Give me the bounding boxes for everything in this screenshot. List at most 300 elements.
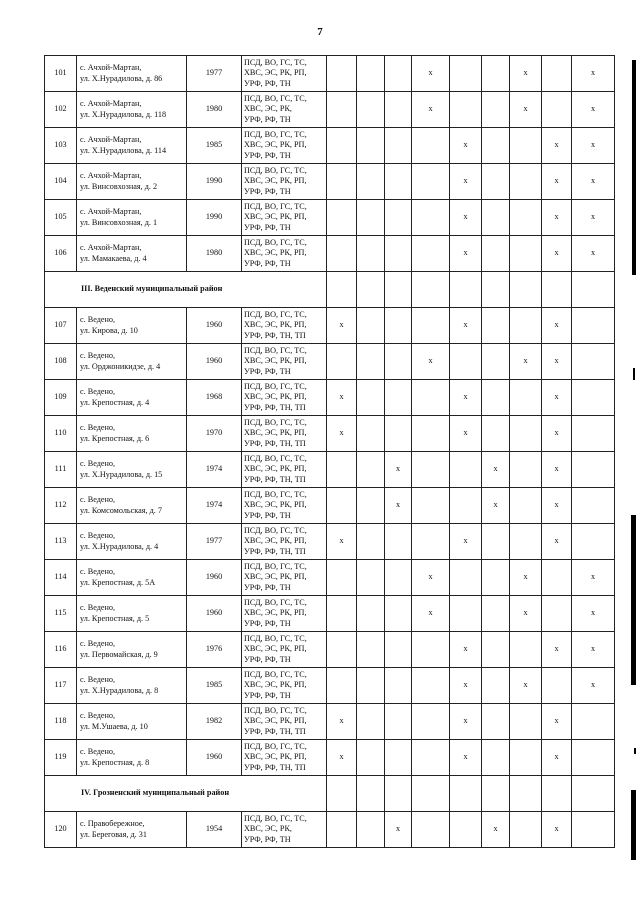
empty-cell: [542, 272, 572, 308]
empty-cell: [412, 776, 450, 812]
mark-cell: [482, 632, 510, 668]
mark-cell: [357, 416, 385, 452]
mark-cell: [357, 200, 385, 236]
address-line: с. Ведено,: [80, 603, 116, 613]
year-cell: 1990: [187, 200, 242, 236]
mark-cell: [572, 524, 615, 560]
mark-cell: [385, 236, 412, 272]
address-line: ул. Первомайская, д. 9: [80, 649, 158, 659]
row-number: 105: [45, 200, 77, 236]
mark-cell: [357, 812, 385, 848]
table-row: [45, 596, 615, 632]
scan-margin-mark-5: [631, 790, 636, 860]
mark-cell: [357, 596, 385, 632]
mark-cell: x: [542, 308, 572, 344]
scan-margin-mark-4: [634, 748, 636, 754]
mark-cell: [385, 128, 412, 164]
address-line: с. Ведено,: [80, 531, 116, 541]
systems-cell: [242, 92, 327, 128]
address-line: ул. Крепостная, д. 4: [80, 397, 150, 407]
address-cell: [77, 632, 187, 668]
mark-cell: [482, 560, 510, 596]
row-number: 114: [45, 560, 77, 596]
address-cell: [77, 92, 187, 128]
row-number: 106: [45, 236, 77, 272]
year-cell: 1960: [187, 740, 242, 776]
mark-cell: [327, 92, 357, 128]
mark-cell: [412, 632, 450, 668]
mark-cell: [510, 200, 542, 236]
mark-cell: x: [412, 92, 450, 128]
mark-cell: x: [542, 236, 572, 272]
systems-line: ПСД, ВО, ГС, ТС,: [244, 706, 307, 716]
systems-cell: [242, 596, 327, 632]
systems-line: ПСД, ВО, ГС, ТС,: [244, 94, 307, 104]
systems-cell: [242, 380, 327, 416]
systems-cell: [242, 200, 327, 236]
address-line: ул. Береговая, д. 31: [80, 829, 147, 839]
mark-cell: [357, 380, 385, 416]
systems-cell: [242, 704, 327, 740]
systems-line: УРФ, РФ, ТН: [244, 618, 291, 628]
empty-cell: [385, 776, 412, 812]
address-cell: [77, 704, 187, 740]
empty-cell: [572, 776, 615, 812]
address-line: ул. М.Ушаева, д. 10: [80, 721, 148, 731]
systems-cell: [242, 524, 327, 560]
systems-line: УРФ, РФ, ТН: [244, 834, 291, 844]
mark-cell: [412, 236, 450, 272]
year-cell: 1974: [187, 488, 242, 524]
empty-cell: [510, 776, 542, 812]
mark-cell: x: [542, 740, 572, 776]
table-row: [45, 488, 615, 524]
row-number: 116: [45, 632, 77, 668]
mark-cell: [357, 236, 385, 272]
table-row: [45, 380, 615, 416]
mark-cell: x: [450, 704, 482, 740]
row-number: 119: [45, 740, 77, 776]
mark-cell: x: [450, 236, 482, 272]
row-number: 118: [45, 704, 77, 740]
table-row: [45, 812, 615, 848]
address-line: с. Ачхой-Мартан,: [80, 135, 142, 145]
systems-line: ХВС, ЭС, РК, РП,: [244, 752, 307, 762]
address-line: с. Ведено,: [80, 423, 116, 433]
row-number: 109: [45, 380, 77, 416]
systems-line: ХВС, ЭС, РК, РП,: [244, 500, 307, 510]
systems-cell: [242, 740, 327, 776]
mark-cell: [385, 704, 412, 740]
mark-cell: [482, 524, 510, 560]
systems-cell: [242, 344, 327, 380]
housing-register-table: [44, 55, 615, 848]
mark-cell: x: [542, 128, 572, 164]
mark-cell: x: [450, 740, 482, 776]
address-line: с. Ачхой-Мартан,: [80, 243, 142, 253]
address-line: ул. Комсомольская, д. 7: [80, 505, 162, 515]
year-cell: 1980: [187, 236, 242, 272]
systems-line: ХВС, ЭС, РК, РП,: [244, 716, 307, 726]
mark-cell: [510, 128, 542, 164]
systems-line: ХВС, ЭС, РК, РП,: [244, 176, 307, 186]
mark-cell: [542, 596, 572, 632]
mark-cell: x: [482, 812, 510, 848]
mark-cell: [450, 452, 482, 488]
systems-line: ПСД, ВО, ГС, ТС,: [244, 382, 307, 392]
mark-cell: x: [510, 596, 542, 632]
systems-line: УРФ, РФ, ТН, ТП: [244, 546, 306, 556]
year-cell: 1982: [187, 704, 242, 740]
empty-cell: [450, 272, 482, 308]
mark-cell: [542, 56, 572, 92]
empty-cell: [482, 272, 510, 308]
systems-cell: [242, 308, 327, 344]
address-line: ул. Мамакаева, д. 4: [80, 253, 147, 263]
year-cell: 1960: [187, 560, 242, 596]
address-cell: [77, 524, 187, 560]
mark-cell: x: [572, 92, 615, 128]
systems-line: УРФ, РФ, ТН: [244, 582, 291, 592]
mark-cell: [357, 560, 385, 596]
year-cell: 1977: [187, 524, 242, 560]
mark-cell: [572, 308, 615, 344]
mark-cell: [412, 488, 450, 524]
mark-cell: [510, 452, 542, 488]
empty-cell: [385, 272, 412, 308]
address-cell: [77, 560, 187, 596]
mark-cell: [572, 416, 615, 452]
row-number: 107: [45, 308, 77, 344]
mark-cell: x: [385, 812, 412, 848]
table-row: [45, 524, 615, 560]
mark-cell: [385, 632, 412, 668]
systems-line: ПСД, ВО, ГС, ТС,: [244, 238, 307, 248]
empty-cell: [510, 272, 542, 308]
mark-cell: x: [412, 560, 450, 596]
year-cell: 1980: [187, 92, 242, 128]
mark-cell: x: [412, 56, 450, 92]
mark-cell: [572, 740, 615, 776]
mark-cell: x: [450, 164, 482, 200]
systems-line: УРФ, РФ, ТН, ТП: [244, 762, 306, 772]
address-cell: [77, 236, 187, 272]
row-number: 101: [45, 56, 77, 92]
mark-cell: x: [450, 524, 482, 560]
mark-cell: [482, 740, 510, 776]
systems-line: ПСД, ВО, ГС, ТС,: [244, 814, 307, 824]
systems-cell: [242, 128, 327, 164]
address-line: с. Ачхой-Мартан,: [80, 99, 142, 109]
address-cell: [77, 740, 187, 776]
mark-cell: x: [542, 452, 572, 488]
mark-cell: [357, 704, 385, 740]
mark-cell: [412, 704, 450, 740]
row-number: 115: [45, 596, 77, 632]
row-number: 108: [45, 344, 77, 380]
mark-cell: [572, 380, 615, 416]
row-number: 117: [45, 668, 77, 704]
address-cell: [77, 812, 187, 848]
systems-line: ПСД, ВО, ГС, ТС,: [244, 58, 307, 68]
mark-cell: [412, 164, 450, 200]
mark-cell: [510, 524, 542, 560]
mark-cell: [412, 668, 450, 704]
address-cell: [77, 380, 187, 416]
systems-line: УРФ, РФ, ТН, ТП: [244, 330, 306, 340]
mark-cell: x: [327, 524, 357, 560]
systems-cell: [242, 416, 327, 452]
mark-cell: [357, 488, 385, 524]
mark-cell: [357, 164, 385, 200]
mark-cell: x: [542, 524, 572, 560]
systems-line: УРФ, РФ, ТН, ТП: [244, 726, 306, 736]
mark-cell: [542, 668, 572, 704]
mark-cell: [482, 704, 510, 740]
mark-cell: [482, 668, 510, 704]
mark-cell: [482, 200, 510, 236]
mark-cell: [510, 416, 542, 452]
mark-cell: [510, 812, 542, 848]
scan-margin-mark-2: [633, 368, 635, 380]
mark-cell: [327, 128, 357, 164]
mark-cell: [450, 488, 482, 524]
year-cell: 1960: [187, 596, 242, 632]
systems-line: ХВС, ЭС, РК, РП,: [244, 608, 307, 618]
systems-cell: [242, 668, 327, 704]
mark-cell: x: [542, 380, 572, 416]
mark-cell: [510, 488, 542, 524]
mark-cell: x: [450, 632, 482, 668]
address-cell: [77, 344, 187, 380]
mark-cell: [412, 812, 450, 848]
mark-cell: [542, 560, 572, 596]
address-line: ул. Кирова, д. 10: [80, 325, 138, 335]
mark-cell: [357, 308, 385, 344]
systems-line: ХВС, ЭС, РК, РП,: [244, 644, 307, 654]
mark-cell: x: [510, 344, 542, 380]
mark-cell: [327, 164, 357, 200]
systems-line: ХВС, ЭС, РК, РП,: [244, 68, 307, 78]
systems-line: УРФ, РФ, ТН, ТП: [244, 474, 306, 484]
mark-cell: [450, 596, 482, 632]
section-title: IV. Грозненский муниципальный район: [45, 776, 327, 812]
systems-line: ПСД, ВО, ГС, ТС,: [244, 346, 307, 356]
mark-cell: [327, 56, 357, 92]
empty-cell: [572, 272, 615, 308]
mark-cell: x: [482, 452, 510, 488]
mark-cell: [327, 632, 357, 668]
mark-cell: [385, 740, 412, 776]
systems-line: ПСД, ВО, ГС, ТС,: [244, 418, 307, 428]
systems-line: ХВС, ЭС, РК, РП,: [244, 680, 307, 690]
systems-line: ХВС, ЭС, РК,: [244, 824, 292, 834]
address-line: с. Ведено,: [80, 315, 116, 325]
year-cell: 1954: [187, 812, 242, 848]
systems-line: ПСД, ВО, ГС, ТС,: [244, 562, 307, 572]
mark-cell: [450, 56, 482, 92]
mark-cell: x: [572, 128, 615, 164]
mark-cell: x: [542, 416, 572, 452]
mark-cell: x: [572, 200, 615, 236]
year-cell: 1970: [187, 416, 242, 452]
empty-cell: [542, 776, 572, 812]
address-cell: [77, 56, 187, 92]
mark-cell: x: [572, 56, 615, 92]
systems-cell: [242, 632, 327, 668]
systems-cell: [242, 488, 327, 524]
mark-cell: [412, 416, 450, 452]
scan-margin-mark-1: [632, 60, 636, 275]
row-number: 110: [45, 416, 77, 452]
mark-cell: x: [327, 416, 357, 452]
systems-line: УРФ, РФ, ТН: [244, 690, 291, 700]
mark-cell: [450, 344, 482, 380]
year-cell: 1985: [187, 128, 242, 164]
mark-cell: [510, 236, 542, 272]
mark-cell: [385, 524, 412, 560]
mark-cell: x: [450, 308, 482, 344]
mark-cell: [412, 128, 450, 164]
mark-cell: [482, 56, 510, 92]
address-line: с. Ведено,: [80, 711, 116, 721]
systems-line: УРФ, РФ, ТН: [244, 366, 291, 376]
mark-cell: [482, 380, 510, 416]
systems-cell: [242, 164, 327, 200]
mark-cell: x: [572, 632, 615, 668]
mark-cell: [327, 668, 357, 704]
table-row: [45, 200, 615, 236]
year-cell: 1985: [187, 668, 242, 704]
systems-cell: [242, 812, 327, 848]
systems-line: ХВС, ЭС, РК, РП,: [244, 428, 307, 438]
systems-line: ПСД, ВО, ГС, ТС,: [244, 130, 307, 140]
mark-cell: [357, 632, 385, 668]
mark-cell: [327, 812, 357, 848]
systems-line: ПСД, ВО, ГС, ТС,: [244, 742, 307, 752]
empty-cell: [327, 272, 357, 308]
mark-cell: [510, 308, 542, 344]
mark-cell: [572, 812, 615, 848]
mark-cell: [510, 704, 542, 740]
table-row: [45, 164, 615, 200]
mark-cell: [357, 524, 385, 560]
mark-cell: x: [542, 344, 572, 380]
address-line: ул. Винсовхозная, д. 2: [80, 181, 158, 191]
mark-cell: [542, 92, 572, 128]
mark-cell: [572, 344, 615, 380]
mark-cell: [385, 200, 412, 236]
table-row: [45, 452, 615, 488]
mark-cell: [385, 596, 412, 632]
mark-cell: [327, 452, 357, 488]
mark-cell: [385, 164, 412, 200]
address-cell: [77, 308, 187, 344]
address-line: ул. Х.Нурадилова, д. 8: [80, 685, 159, 695]
scan-margin-mark-3: [631, 515, 636, 685]
table-row: [45, 560, 615, 596]
row-number: 111: [45, 452, 77, 488]
address-line: с. Ведено,: [80, 747, 116, 757]
row-number: 120: [45, 812, 77, 848]
systems-line: ПСД, ВО, ГС, ТС,: [244, 598, 307, 608]
mark-cell: x: [542, 164, 572, 200]
mark-cell: [357, 344, 385, 380]
address-line: с. Ведено,: [80, 675, 116, 685]
row-number: 104: [45, 164, 77, 200]
mark-cell: [482, 164, 510, 200]
address-cell: [77, 668, 187, 704]
mark-cell: [357, 92, 385, 128]
mark-cell: x: [542, 488, 572, 524]
mark-cell: [450, 560, 482, 596]
systems-line: УРФ, РФ, ТН: [244, 114, 291, 124]
systems-line: ХВС, ЭС, РК, РП,: [244, 356, 307, 366]
mark-cell: [385, 308, 412, 344]
mark-cell: x: [385, 452, 412, 488]
table-row: [45, 632, 615, 668]
address-line: ул. Крепостная, д. 5А: [80, 577, 156, 587]
table-row: [45, 668, 615, 704]
mark-cell: x: [572, 596, 615, 632]
row-number: 112: [45, 488, 77, 524]
mark-cell: [572, 488, 615, 524]
systems-line: ПСД, ВО, ГС, ТС,: [244, 670, 307, 680]
empty-cell: [450, 776, 482, 812]
mark-cell: x: [450, 200, 482, 236]
mark-cell: x: [572, 560, 615, 596]
systems-line: УРФ, РФ, ТН: [244, 150, 291, 160]
systems-cell: [242, 236, 327, 272]
systems-line: ПСД, ВО, ГС, ТС,: [244, 202, 307, 212]
mark-cell: [385, 344, 412, 380]
year-cell: 1977: [187, 56, 242, 92]
mark-cell: [412, 200, 450, 236]
systems-line: ПСД, ВО, ГС, ТС,: [244, 166, 307, 176]
mark-cell: [327, 344, 357, 380]
address-cell: [77, 596, 187, 632]
table-row: [45, 740, 615, 776]
mark-cell: [572, 704, 615, 740]
address-line: с. Ведено,: [80, 351, 116, 361]
systems-line: ХВС, ЭС, РК, РП,: [244, 572, 307, 582]
year-cell: 1976: [187, 632, 242, 668]
section-title: III. Веденский муниципальный район: [45, 272, 327, 308]
mark-cell: [327, 488, 357, 524]
mark-cell: [510, 164, 542, 200]
mark-cell: x: [327, 380, 357, 416]
systems-cell: [242, 452, 327, 488]
address-line: ул. Крепостная, д. 5: [80, 613, 150, 623]
mark-cell: [510, 380, 542, 416]
mark-cell: [450, 812, 482, 848]
mark-cell: [412, 524, 450, 560]
mark-cell: [327, 200, 357, 236]
mark-cell: [450, 92, 482, 128]
mark-cell: x: [327, 308, 357, 344]
systems-line: ХВС, ЭС, РК,: [244, 104, 292, 114]
row-number: 102: [45, 92, 77, 128]
year-cell: 1974: [187, 452, 242, 488]
year-cell: 1968: [187, 380, 242, 416]
mark-cell: x: [450, 668, 482, 704]
systems-line: ПСД, ВО, ГС, ТС,: [244, 526, 307, 536]
systems-line: ПСД, ВО, ГС, ТС,: [244, 634, 307, 644]
mark-cell: [482, 128, 510, 164]
year-cell: 1960: [187, 308, 242, 344]
address-line: ул. Х.Нурадилова, д. 86: [80, 73, 163, 83]
systems-cell: [242, 560, 327, 596]
